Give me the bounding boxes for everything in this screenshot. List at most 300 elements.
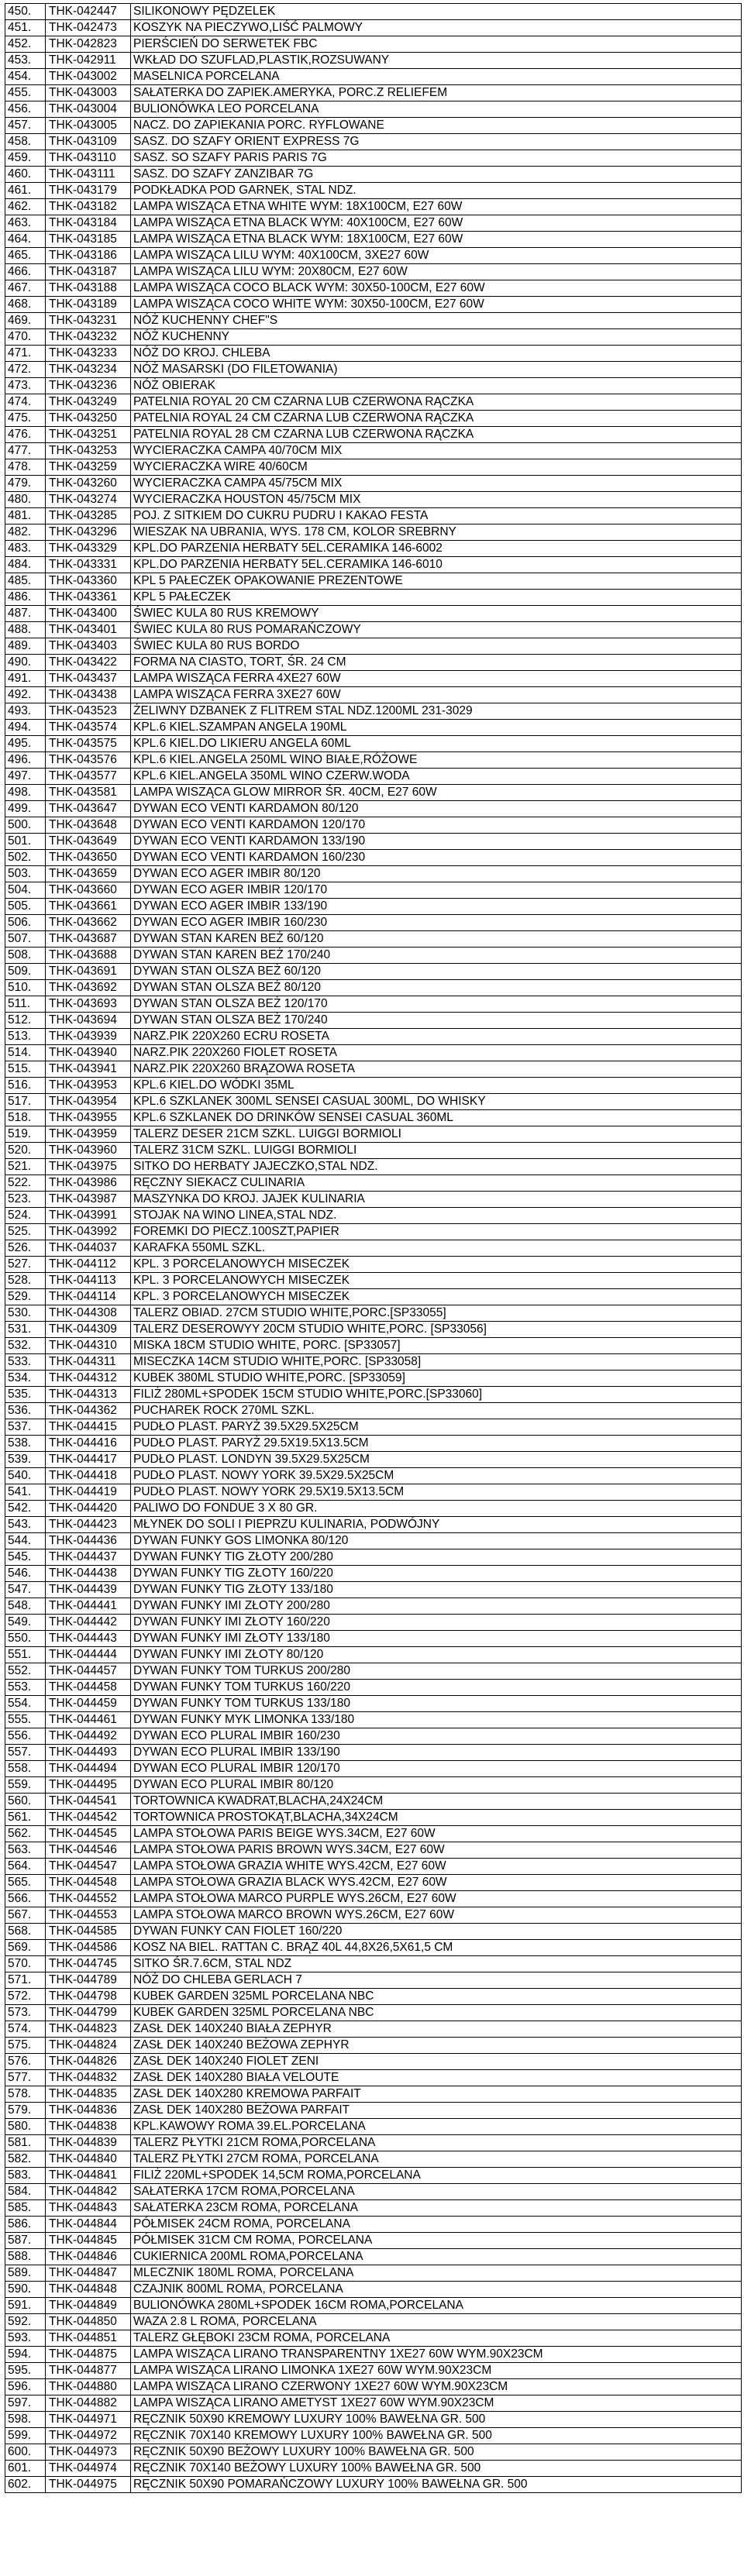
table-row [5,1273,742,1289]
product-code: THK-043659 [46,866,131,882]
product-code: THK-044745 [46,1956,131,1972]
row-number: 494. [5,720,46,736]
product-code: THK-043189 [46,297,131,313]
product-code: THK-044545 [46,1826,131,1842]
table-row [5,329,742,346]
table-row [5,2298,742,2314]
product-code: THK-044461 [46,1712,131,1728]
product-code: THK-043939 [46,1029,131,1045]
product-code: THK-043576 [46,752,131,769]
product-code: THK-043403 [46,638,131,655]
product-name: DYWAN FUNKY TIG ZŁOTY 133/180 [131,1582,742,1598]
row-number: 560. [5,1794,46,1810]
product-name: DYWAN FUNKY TOM TURKUS 160/220 [131,1680,742,1696]
product-code: THK-044419 [46,1484,131,1501]
product-name: CUKIERNICA 200ML ROMA,PORCELANA [131,2249,742,2265]
table-row [5,1484,742,1501]
product-code: THK-044849 [46,2298,131,2314]
table-row [5,508,742,524]
row-number: 555. [5,1712,46,1728]
table-row [5,1875,742,1891]
product-code: THK-044438 [46,1566,131,1582]
table-row [5,2395,742,2412]
table-row [5,850,742,866]
row-number: 510. [5,980,46,996]
table-row [5,834,742,850]
row-number: 504. [5,882,46,899]
product-code: THK-043360 [46,573,131,590]
row-number: 483. [5,541,46,557]
row-number: 580. [5,2119,46,2135]
table-row [5,1143,742,1159]
row-number: 556. [5,1728,46,1745]
product-code: THK-043233 [46,346,131,362]
row-number: 477. [5,443,46,459]
row-number: 532. [5,1338,46,1354]
product-name: FOREMKI DO PIECZ.100SZT,PAPIER [131,1224,742,1240]
product-code: THK-043648 [46,817,131,834]
product-code: THK-044586 [46,1940,131,1956]
table-row [5,899,742,915]
table-row [5,1078,742,1094]
product-code: THK-044972 [46,2428,131,2444]
product-name: KUBEK GARDEN 325ML PORCELANA NBC [131,2005,742,2021]
product-name: SITKO ŚR.7.6CM, STAL NDZ [131,1956,742,1972]
product-code: THK-044971 [46,2412,131,2428]
row-number: 554. [5,1696,46,1712]
table-row [5,1696,742,1712]
product-name: RĘCZNIK 50X90 KREMOWY LUXURY 100% BAWEŁNA GR. 500 [131,2412,742,2428]
product-code: THK-043693 [46,996,131,1013]
table-row [5,590,742,606]
row-number: 481. [5,508,46,524]
product-name: NÓŻ KUCHENNY CHEF"S [131,313,742,329]
product-name: DYWAN STAN KAREN BEŻ 60/120 [131,931,742,948]
row-number: 508. [5,948,46,964]
product-code: THK-043574 [46,720,131,736]
product-name: FILIŻ 220ML+SPODEK 14,5CM ROMA,PORCELANA [131,2168,742,2184]
row-number: 572. [5,1989,46,2005]
row-number: 528. [5,1273,46,1289]
table-row [5,427,742,443]
product-name: LAMPA WISZĄCA LIRANO TRANSPARENTNY 1XE27 60W WYM.90X23CM [131,2347,742,2363]
product-code: THK-044542 [46,1810,131,1826]
product-code: THK-043253 [46,443,131,459]
product-name: TALERZ GŁĘBOKI 23CM ROMA, PORCELANA [131,2330,742,2347]
table-row [5,2200,742,2217]
table-row [5,1126,742,1143]
product-name: KPL 5 PAŁECZEK OPAKOWANIE PREZENTOWE [131,573,742,590]
row-number: 487. [5,606,46,622]
product-code: THK-043274 [46,492,131,508]
table-row [5,1956,742,1972]
table-row [5,1761,742,1777]
product-name: SASZ. SO SZAFY PARIS PARIS 7G [131,150,742,167]
product-code: THK-044415 [46,1419,131,1436]
product-code: THK-043687 [46,931,131,948]
product-code: THK-044437 [46,1549,131,1566]
table-row [5,476,742,492]
product-name: NÓŻ KUCHENNY [131,329,742,346]
product-name: KPL 5 PAŁECZEK [131,590,742,606]
row-number: 599. [5,2428,46,2444]
table-row [5,980,742,996]
product-name: LAMPA WISZĄCA LILU WYM: 40X100CM, 3XE27 60W [131,248,742,264]
product-name: KPL.DO PARZENIA HERBATY 5EL.CERAMIKA 146-6002 [131,541,742,557]
row-number: 515. [5,1061,46,1078]
product-name: DYWAN FUNKY TOM TURKUS 133/180 [131,1696,742,1712]
product-code: THK-044417 [46,1452,131,1468]
row-number: 522. [5,1175,46,1192]
row-number: 569. [5,1940,46,1956]
table-row [5,2444,742,2461]
table-row [5,1452,742,1468]
product-code: THK-043437 [46,671,131,687]
row-number: 595. [5,2363,46,2379]
product-code: THK-043694 [46,1013,131,1029]
product-name: FORMA NA CIASTO, TORT, ŚR. 24 CM [131,655,742,671]
row-number: 452. [5,36,46,53]
table-row [5,2021,742,2038]
product-name: LAMPA STOŁOWA PARIS BEIGE WYS.34CM, E27 60W [131,1826,742,1842]
table-row [5,2070,742,2086]
table-row [5,1387,742,1403]
table-row [5,573,742,590]
table-row [5,1549,742,1566]
product-name: DYWAN ECO PLURAL IMBIR 120/170 [131,1761,742,1777]
product-code: THK-044442 [46,1615,131,1631]
row-number: 601. [5,2461,46,2477]
table-row [5,1403,742,1419]
product-code: THK-044443 [46,1631,131,1647]
table-row [5,313,742,329]
product-name: PATELNIA ROYAL 28 CM CZARNA LUB CZERWONA RĄCZKA [131,427,742,443]
product-code: THK-043004 [46,101,131,118]
table-row [5,1257,742,1273]
row-number: 511. [5,996,46,1013]
product-name: WYCIERACZKA HOUSTON 45/75CM MIX [131,492,742,508]
product-code: THK-043251 [46,427,131,443]
row-number: 549. [5,1615,46,1631]
table-row [5,1110,742,1126]
row-number: 519. [5,1126,46,1143]
table-row [5,443,742,459]
table-row [5,411,742,427]
product-code: THK-043185 [46,232,131,248]
product-code: THK-043975 [46,1159,131,1175]
product-code: THK-043296 [46,524,131,541]
table-row [5,1940,742,1956]
table-row [5,459,742,476]
product-code: THK-043109 [46,134,131,150]
product-code: THK-043692 [46,980,131,996]
table-row [5,736,742,752]
table-row [5,866,742,882]
row-number: 591. [5,2298,46,2314]
row-number: 594. [5,2347,46,2363]
table-row [5,150,742,167]
table-row [5,1517,742,1533]
product-table [5,3,742,2493]
table-row [5,964,742,980]
table-row [5,557,742,573]
product-name: TALERZ PŁYTKI 21CM ROMA,PORCELANA [131,2135,742,2151]
row-number: 461. [5,183,46,199]
table-row [5,1728,742,1745]
product-name: DYWAN ECO PLURAL IMBIR 80/120 [131,1777,742,1794]
product-name: POJ. Z SITKIEM DO CUKRU PUDRU I KAKAO FESTA [131,508,742,524]
product-code: THK-044844 [46,2217,131,2233]
product-name: DYWAN FUNKY TIG ZŁOTY 160/220 [131,1566,742,1582]
row-number: 541. [5,1484,46,1501]
product-name: KUBEK GARDEN 325ML PORCELANA NBC [131,1989,742,2005]
table-row [5,1354,742,1371]
table-row [5,1598,742,1615]
row-number: 562. [5,1826,46,1842]
product-code: THK-044882 [46,2395,131,2412]
product-name: KPL.6 KIEL.DO LIKIERU ANGELA 60ML [131,736,742,752]
table-row [5,1094,742,1110]
row-number: 600. [5,2444,46,2461]
table-row [5,1663,742,1680]
product-name: PUDŁO PLAST. NOWY YORK 29.5X19.5X13.5CM [131,1484,742,1501]
product-name: KPL.6 KIEL.ANGELA 350ML WINO CZERW.WODA [131,769,742,785]
product-code: THK-043186 [46,248,131,264]
product-name: KOSZ NA BIEL. RATTAN C. BRĄZ 40L 44,8X26,5X61,5 CM [131,1940,742,1956]
table-row [5,2038,742,2054]
product-name: SAŁATERKA 23CM ROMA, PORCELANA [131,2200,742,2217]
product-code: THK-043401 [46,622,131,638]
product-code: THK-044553 [46,1907,131,1924]
table-row [5,199,742,215]
row-number: 465. [5,248,46,264]
product-name: SAŁATERKA 17CM ROMA,PORCELANA [131,2184,742,2200]
table-row [5,1972,742,1989]
row-number: 576. [5,2054,46,2070]
row-number: 565. [5,1875,46,1891]
table-row [5,232,742,248]
table-row [5,541,742,557]
row-number: 533. [5,1354,46,1371]
product-code: THK-043991 [46,1208,131,1224]
row-number: 546. [5,1566,46,1582]
product-code: THK-044548 [46,1875,131,1891]
product-name: ZASŁ DEK 140X280 BEŻOWA PARFAIT [131,2103,742,2119]
product-name: STOJAK NA WINO LINEA,STAL NDZ. [131,1208,742,1224]
product-name: NARZ.PIK 220X260 ECRU ROSETA [131,1029,742,1045]
table-row [5,492,742,508]
product-name: KPL.6 KIEL.SZAMPAN ANGELA 190ML [131,720,742,736]
product-name: BULIONÓWKA 280ML+SPODEK 16CM ROMA,PORCELANA [131,2298,742,2314]
row-number: 536. [5,1403,46,1419]
row-number: 459. [5,150,46,167]
product-code: THK-043955 [46,1110,131,1126]
product-name: DYWAN FUNKY IMI ZŁOTY 160/220 [131,1615,742,1631]
product-code: THK-044312 [46,1371,131,1387]
table-row [5,1322,742,1338]
table-row [5,2151,742,2168]
product-name: RĘCZNIK 70X140 BEŻOWY LUXURY 100% BAWEŁNA GR. 500 [131,2461,742,2477]
product-name: PÓŁMISEK 31CM CM ROMA, PORCELANA [131,2233,742,2249]
table-row [5,671,742,687]
product-name: PUDŁO PLAST. PARYŻ 39.5X29.5X25CM [131,1419,742,1436]
row-number: 478. [5,459,46,476]
product-code: THK-044416 [46,1436,131,1452]
row-number: 537. [5,1419,46,1436]
product-code: THK-044842 [46,2184,131,2200]
product-code: THK-044444 [46,1647,131,1663]
product-name: LAMPA WISZĄCA COCO WHITE WYM: 30X50-100CM, E27 60W [131,297,742,313]
product-code: THK-044313 [46,1387,131,1403]
table-row [5,1061,742,1078]
row-number: 526. [5,1240,46,1257]
product-code: THK-044362 [46,1403,131,1419]
product-name: RĘCZNIK 70X140 KREMOWY LUXURY 100% BAWEŁNA GR. 500 [131,2428,742,2444]
product-name: DYWAN ECO VENTI KARDAMON 160/230 [131,850,742,866]
table-row [5,801,742,817]
product-name: DYWAN FUNKY IMI ZŁOTY 200/280 [131,1598,742,1615]
table-row [5,1924,742,1940]
row-number: 492. [5,687,46,703]
product-name: WYCIERACZKA CAMPA 45/75CM MIX [131,476,742,492]
row-number: 588. [5,2249,46,2265]
product-name: MASZYNKA DO KROJ. JAJEK KULINARIA [131,1192,742,1208]
product-name: DYWAN ECO AGER IMBIR 120/170 [131,882,742,899]
table-row [5,280,742,297]
row-number: 602. [5,2477,46,2493]
table-row [5,118,742,134]
table-row [5,1175,742,1192]
product-name: DYWAN ECO PLURAL IMBIR 133/190 [131,1745,742,1761]
table-row [5,1159,742,1175]
row-number: 542. [5,1501,46,1517]
table-row [5,1533,742,1549]
product-code: THK-044459 [46,1696,131,1712]
row-number: 456. [5,101,46,118]
table-row [5,1013,742,1029]
row-number: 513. [5,1029,46,1045]
row-number: 501. [5,834,46,850]
table-row [5,703,742,720]
product-name: PATELNIA ROYAL 24 CM CZARNA LUB CZERWONA RĄCZKA [131,411,742,427]
row-number: 479. [5,476,46,492]
product-name: DYWAN ECO VENTI KARDAMON 120/170 [131,817,742,834]
product-code: THK-043236 [46,378,131,394]
table-row [5,183,742,199]
table-row [5,2086,742,2103]
table-row [5,1631,742,1647]
row-number: 550. [5,1631,46,1647]
row-number: 543. [5,1517,46,1533]
row-number: 547. [5,1582,46,1598]
row-number: 484. [5,557,46,573]
product-name: PUDŁO PLAST. NOWY YORK 39.5X29.5X25CM [131,1468,742,1484]
product-name: TALERZ PŁYTKI 27CM ROMA, PORCELANA [131,2151,742,2168]
product-name: SASZ. DO SZAFY ORIENT EXPRESS 7G [131,134,742,150]
product-code: THK-044875 [46,2347,131,2363]
table-row [5,2184,742,2200]
product-code: THK-044420 [46,1501,131,1517]
product-code: THK-042911 [46,53,131,69]
row-number: 596. [5,2379,46,2395]
row-number: 552. [5,1663,46,1680]
table-row [5,134,742,150]
table-row [5,882,742,899]
row-number: 597. [5,2395,46,2412]
row-number: 500. [5,817,46,834]
product-name: TORTOWNICA KWADRAT,BLACHA,24X24CM [131,1794,742,1810]
product-code: THK-044492 [46,1728,131,1745]
table-row [5,996,742,1013]
product-name: KPL. 3 PORCELANOWYCH MISECZEK [131,1273,742,1289]
product-code: THK-043331 [46,557,131,573]
product-name: DYWAN ECO AGER IMBIR 80/120 [131,866,742,882]
product-name: PÓŁMISEK 24CM ROMA, PORCELANA [131,2217,742,2233]
product-name: LAMPA STOŁOWA MARCO PURPLE WYS.26CM, E27 60W [131,1891,742,1907]
table-row [5,931,742,948]
product-name: KPL.DO PARZENIA HERBATY 5EL.CERAMIKA 146-6010 [131,557,742,573]
table-row [5,1859,742,1875]
product-code: THK-043110 [46,150,131,167]
product-code: THK-044975 [46,2477,131,2493]
product-name: WIESZAK NA UBRANIA, WYS. 178 CM, KOLOR SREBRNY [131,524,742,541]
product-name: ŚWIEC KULA 80 RUS BORDO [131,638,742,655]
product-code: THK-043577 [46,769,131,785]
product-name: DYWAN FUNKY TIG ZŁOTY 200/280 [131,1549,742,1566]
product-name: LAMPA STOŁOWA GRAZIA WHITE WYS.42CM, E27 60W [131,1859,742,1875]
row-number: 559. [5,1777,46,1794]
row-number: 589. [5,2265,46,2282]
product-name: PIERŚCIEŃ DO SERWETEK FBC [131,36,742,53]
product-name: NÓŻ DO KROJ. CHLEBA [131,346,742,362]
table-row [5,4,742,20]
product-code: THK-044823 [46,2021,131,2038]
row-number: 514. [5,1045,46,1061]
product-code: THK-044835 [46,2086,131,2103]
product-code: THK-044847 [46,2265,131,2282]
table-row [5,622,742,638]
product-code: THK-044309 [46,1322,131,1338]
table-row [5,687,742,703]
product-code: THK-043285 [46,508,131,524]
row-number: 570. [5,1956,46,1972]
row-number: 474. [5,394,46,411]
row-number: 517. [5,1094,46,1110]
row-number: 525. [5,1224,46,1240]
product-code: THK-044848 [46,2282,131,2298]
table-row [5,1224,742,1240]
table-row [5,1989,742,2005]
row-number: 567. [5,1907,46,1924]
table-row [5,769,742,785]
product-code: THK-043649 [46,834,131,850]
product-name: LAMPA WISZĄCA LILU WYM: 20X80CM, E27 60W [131,264,742,280]
table-row [5,1647,742,1663]
row-number: 527. [5,1257,46,1273]
product-code: THK-043661 [46,899,131,915]
row-number: 499. [5,801,46,817]
product-code: THK-044308 [46,1305,131,1322]
product-code: THK-042447 [46,4,131,20]
product-code: THK-044845 [46,2233,131,2249]
product-name: SASZ. DO SZAFY ZANZIBAR 7G [131,167,742,183]
table-row [5,2103,742,2119]
product-code: THK-043260 [46,476,131,492]
product-name: NÓŻ OBIERAK [131,378,742,394]
row-number: 469. [5,313,46,329]
row-number: 509. [5,964,46,980]
table-row [5,2314,742,2330]
